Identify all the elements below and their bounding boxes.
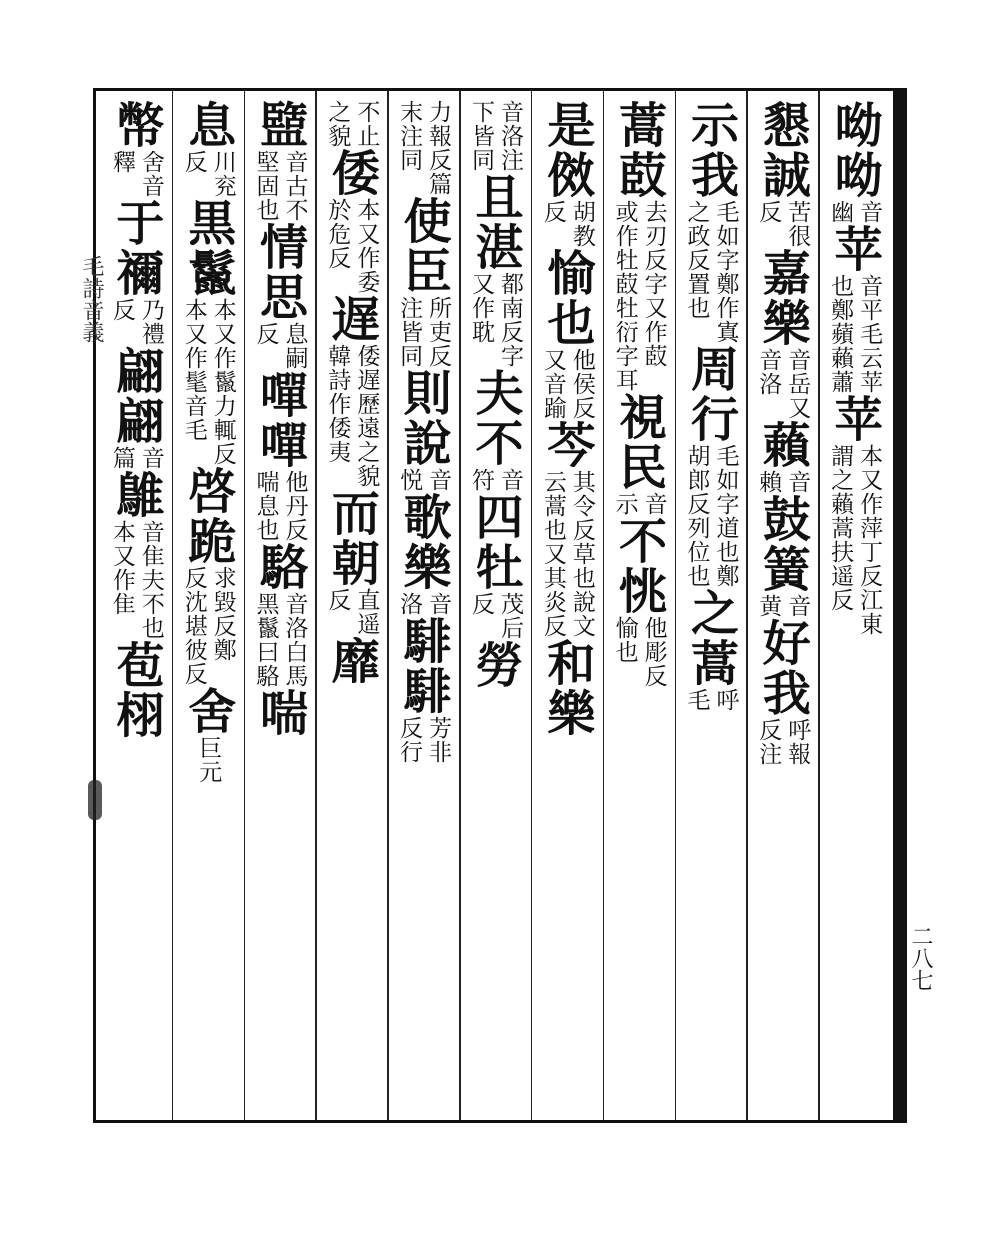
annotation: [323, 588, 379, 636]
annotation-line: 力報反篇: [425, 100, 452, 196]
annotation-line: 本又作髦音毛: [180, 298, 207, 442]
headword: 騑騑: [395, 616, 452, 716]
annotation-line: 他彫反: [640, 616, 667, 688]
text-column: [100, 100, 172, 1110]
annotation-line: 息嗣: [281, 322, 308, 370]
headword: 息: [179, 100, 236, 150]
annotation-line: 本又作委: [353, 198, 380, 294]
annotation: [323, 100, 379, 148]
annotation-line: 反: [252, 322, 279, 346]
annotation-line: 音平毛云苹: [856, 274, 883, 394]
headword: 和樂: [538, 638, 595, 738]
annotation-line: 茂后: [496, 592, 523, 640]
annotation: [611, 492, 667, 516]
spine-label: 毛詩音義: [79, 255, 104, 343]
annotation-line: 毛如字鄭作寘: [712, 200, 739, 344]
headword: 嘽嘽: [251, 370, 308, 470]
annotation-line: 丁反江東: [856, 540, 883, 636]
annotation-line: 呼: [712, 688, 739, 712]
annotation-line: 音: [137, 446, 164, 470]
annotation-line: 末注同: [396, 100, 423, 172]
annotation-line: 苦很: [784, 200, 811, 248]
annotation: [108, 446, 164, 470]
headword: 芩: [538, 420, 595, 470]
annotation-line: 反: [108, 298, 135, 322]
annotation-line: 芳非: [425, 716, 452, 764]
annotation-line: 倭遅歷遠之貌: [353, 344, 380, 488]
annotation-line: 釋: [108, 150, 135, 174]
headword: 盬: [251, 100, 308, 150]
column-rule: [315, 91, 317, 1120]
annotation: [539, 348, 595, 420]
annotation: [252, 592, 308, 688]
annotation-line: 音: [425, 468, 452, 492]
annotation-line: 所吏反: [425, 296, 452, 368]
annotation-line: 乃禮: [137, 298, 164, 346]
annotation-line: 之政反置也: [683, 200, 710, 320]
column-rule: [459, 91, 461, 1120]
annotation: [108, 520, 164, 640]
annotation: [826, 444, 882, 540]
annotation-line: 扶遥反: [827, 540, 854, 612]
headword: 是傚: [538, 100, 595, 200]
headword: 遅: [323, 294, 380, 344]
annotation-line: 反: [467, 592, 494, 616]
annotation-line: 下皆同: [467, 100, 494, 172]
annotation: [108, 150, 164, 198]
annotation-line: 謂之藾蒿: [827, 444, 854, 540]
annotation-line: 反: [180, 150, 207, 174]
text-column: [675, 100, 747, 1110]
annotation: [180, 150, 236, 198]
page-number: 二八七: [908, 925, 933, 991]
annotation-line: 本又作鬣力輒反: [209, 298, 236, 466]
column-rule: [675, 91, 677, 1120]
annotation-line: 又音踰: [539, 348, 566, 420]
headword: 苞栩: [107, 640, 164, 740]
annotation: [682, 444, 738, 588]
column-rule: [603, 91, 605, 1120]
annotation: [194, 736, 221, 784]
annotation-line: 毛: [683, 688, 710, 712]
text-column: [172, 100, 244, 1110]
annotation: [252, 150, 308, 222]
annotation-line: 反: [755, 200, 782, 224]
annotation-line: 黄: [755, 594, 782, 618]
annotation-line: 他侯反: [568, 348, 595, 420]
text-column: [531, 100, 603, 1110]
annotation: [108, 298, 164, 346]
annotation-line: 愉也: [611, 616, 638, 664]
annotation-line: 音岳又: [784, 348, 811, 420]
headword: 藾: [754, 420, 811, 470]
annotation: [323, 198, 379, 294]
headword: 情思: [251, 222, 308, 322]
annotation-line: 篇: [108, 446, 135, 470]
annotation-line: 音: [784, 470, 811, 494]
annotation-line: 音: [640, 492, 667, 516]
annotation: [252, 322, 308, 370]
annotation: [180, 298, 236, 466]
headword: 夫不: [466, 368, 523, 468]
headword: 且湛: [466, 172, 523, 272]
annotation: [323, 344, 379, 488]
text-column: [387, 100, 459, 1110]
headword: 歌樂: [395, 492, 452, 592]
column-rule: [818, 91, 820, 1120]
annotation: [826, 200, 882, 224]
annotation-line: 黑鬣曰駱: [252, 592, 279, 688]
annotation: [754, 200, 810, 248]
headword: 駱: [251, 542, 308, 592]
annotation: [467, 468, 523, 492]
annotation-line: 不止: [353, 100, 380, 148]
text-column: [244, 100, 316, 1110]
headword: 喘: [251, 688, 308, 738]
annotation: [754, 470, 810, 494]
annotation-line: 音: [784, 594, 811, 618]
annotation: [180, 566, 236, 686]
annotation-line: 反注: [755, 718, 782, 766]
annotation: [682, 200, 738, 344]
headword: 懇誠: [754, 100, 811, 200]
annotation-line: 求毀反鄭: [209, 566, 236, 662]
annotation-line: 胡郎反列位也: [683, 444, 710, 588]
annotation: [826, 274, 882, 394]
annotation-line: 都南反字: [496, 272, 523, 368]
annotation-line: 幽: [827, 200, 854, 224]
headword: 舍: [179, 686, 236, 736]
annotation-line: 或作牡菣牡衍字耳: [611, 200, 638, 392]
annotation-line: 舍音: [137, 150, 164, 198]
annotation: [826, 540, 882, 636]
headword: 呦呦: [826, 100, 883, 200]
headword: 啓跪: [179, 466, 236, 566]
headword: 勞: [466, 640, 523, 690]
headword: 蒿菣: [610, 100, 667, 200]
annotation-line: 反行: [396, 716, 423, 764]
text-column: [603, 100, 675, 1110]
annotation-line: 本又作隹: [108, 520, 135, 616]
annotation: [395, 468, 451, 492]
annotation: [682, 688, 738, 712]
annotation-line: 喘息也: [252, 470, 279, 542]
annotation-line: 其令反草也說文: [568, 470, 595, 638]
column-rule: [531, 91, 533, 1120]
headword: 苹: [826, 224, 883, 274]
annotation-line: 音隹夫不也: [137, 520, 164, 640]
annotation-line: 去刃反字又作菣: [640, 200, 667, 368]
annotation-line: 示: [611, 492, 638, 516]
headword: 靡: [323, 636, 380, 686]
annotation-line: 之貌: [324, 100, 351, 148]
annotation-line: 巨元: [195, 736, 222, 784]
column-rule: [244, 91, 246, 1120]
annotation: [395, 716, 451, 764]
headword: 使臣: [395, 196, 452, 296]
annotation-line: 本又作萍: [856, 444, 883, 540]
annotation: [754, 594, 810, 618]
column-rule: [746, 91, 748, 1120]
annotation-line: 注皆同: [396, 296, 423, 368]
text-column: [746, 100, 818, 1110]
text-column: [315, 100, 387, 1110]
headword: 則說: [395, 368, 452, 468]
headword: 好我: [754, 618, 811, 718]
annotation-line: 韓詩作倭夷: [324, 344, 351, 464]
headword: 四牡: [466, 492, 523, 592]
annotation: [467, 272, 523, 368]
headword: 于禰: [107, 198, 164, 298]
annotation: [611, 200, 667, 392]
annotation: [754, 348, 810, 420]
annotation-line: 川兖: [209, 150, 236, 198]
annotation: [395, 592, 451, 616]
annotation-line: 符: [467, 468, 494, 492]
annotation-line: 洛: [396, 592, 423, 616]
annotation-line: 於危反: [324, 198, 351, 270]
annotation-line: 悦: [396, 468, 423, 492]
annotation: [395, 296, 451, 368]
headword: 之蒿: [682, 588, 739, 688]
annotation-line: 音: [856, 200, 883, 224]
annotation-line: 堅固也: [252, 150, 279, 222]
text-column: [459, 100, 531, 1110]
headword: 鼓簧: [754, 494, 811, 594]
frame-right-border: [893, 88, 907, 1123]
column-rule: [172, 91, 174, 1120]
annotation-line: 也鄭蘋藾蕭: [827, 274, 854, 394]
annotation-line: 胡教: [568, 200, 595, 248]
annotation: [395, 100, 451, 196]
headword: 翩翩: [107, 346, 164, 446]
annotation: [611, 616, 667, 688]
annotation: [539, 200, 595, 248]
headword: 幣: [107, 100, 164, 150]
headword: 苹: [826, 394, 883, 444]
annotation: [467, 100, 523, 172]
headword: 黒鬣: [179, 198, 236, 298]
headword: 周行: [682, 344, 739, 444]
annotation-line: 音洛注: [496, 100, 523, 172]
annotation-line: 反沈堪彼反: [180, 566, 207, 686]
headword: 嘉樂: [754, 248, 811, 348]
headword: 愉也: [538, 248, 595, 348]
headword: 倭: [323, 148, 380, 198]
annotation-line: 反: [324, 588, 351, 612]
headword: 示我: [682, 100, 739, 200]
annotation-line: 又作耽: [467, 272, 494, 344]
headword: 不恌: [610, 516, 667, 616]
annotation-line: 音古不: [281, 150, 308, 222]
annotation-line: 毛如字道也鄭: [712, 444, 739, 588]
annotation-line: 直遥: [353, 588, 380, 636]
annotation: [754, 718, 810, 766]
headword: 而朝: [323, 488, 380, 588]
annotation: [467, 592, 523, 640]
annotation-line: 呼報: [784, 718, 811, 766]
annotation-line: 音洛白馬: [281, 592, 308, 688]
text-column: [818, 100, 890, 1110]
annotation: [539, 470, 595, 638]
annotation-line: 反: [539, 200, 566, 224]
headword: 視民: [610, 392, 667, 492]
annotation-line: 他丹反: [281, 470, 308, 542]
annotation-line: 云蒿也又其炎反: [539, 470, 566, 638]
annotation-line: 音: [425, 592, 452, 616]
annotation-line: 音: [496, 468, 523, 492]
headword: 鵻: [107, 470, 164, 520]
column-rule: [387, 91, 389, 1120]
annotation-line: 音洛: [755, 348, 782, 396]
annotation: [252, 470, 308, 542]
annotation-line: 賴: [755, 470, 782, 494]
